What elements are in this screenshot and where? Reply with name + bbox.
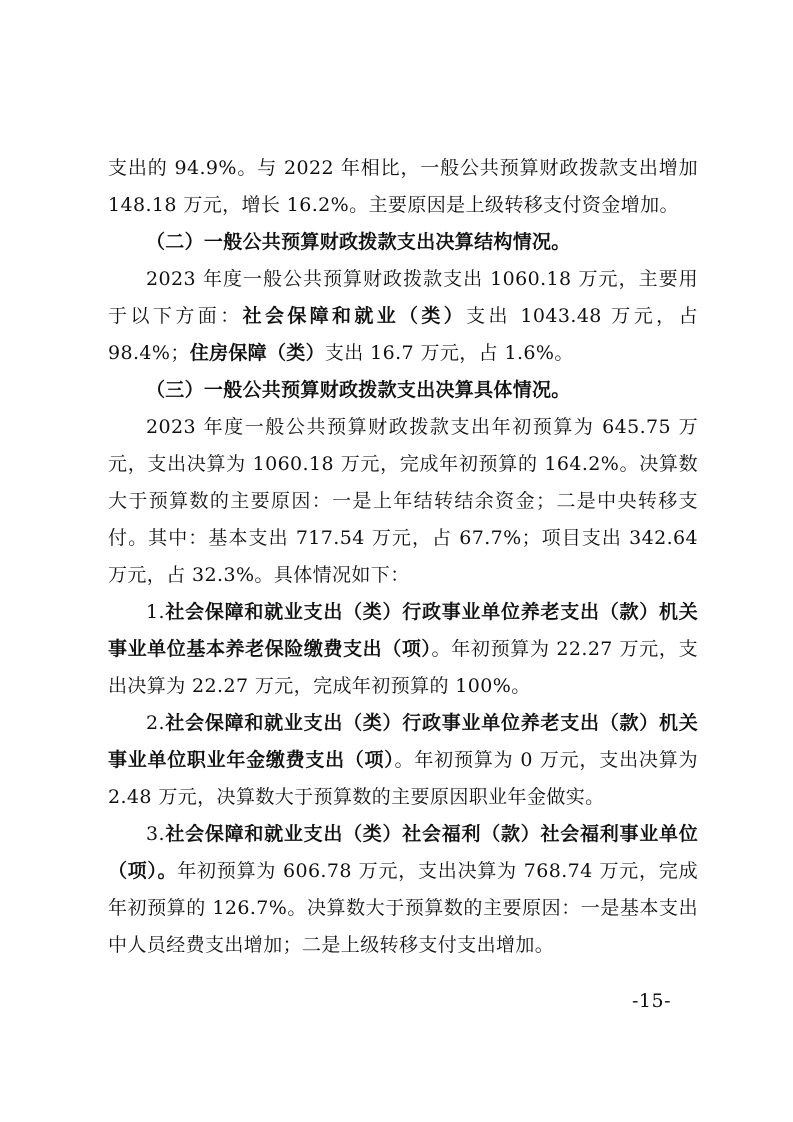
category-housing: 住房保障（类） <box>189 342 325 364</box>
item-number: 2. <box>146 712 165 734</box>
category-social-security: 社会保障和就业（类） <box>242 305 467 327</box>
list-item <box>108 816 698 964</box>
paragraph-details <box>108 409 698 594</box>
item-title: 社会保障和就业支出（类）行政事业单位养老支出（款）机关事业单位基本养老保险缴费支出（项） <box>108 601 698 660</box>
growth-text: 支出的 94.9%。与 2022 年相比，一般公共预算财政拨款支出增加 148.18 万元，增长 16.2%。主要原因是上级转移支付资金增加。 <box>108 157 698 216</box>
list-item <box>108 594 698 705</box>
structure-text-c: 支出 1043.48 万元，占 98.4%； <box>108 305 698 364</box>
paragraph-structure <box>108 261 698 372</box>
item-text: 。年初预算为 0 万元，支出决算为 2.48 万元，决算数大于预算数的主要原因职业年金做实。 <box>108 749 698 808</box>
details-text: 2023 年度一般公共预算财政拨款支出年初预算为 645.75 万元，支出决算为 1060.18 万元，完成年初预算的 164.2%。决算数大于预算数的主要原因：一是上年结转结余资金；二是中央转移支付。其中：基本支出 717.54 万元，占 67.7%；项目支出 342.64 万元，占 32.3%。具体情况如下： <box>108 416 698 586</box>
item-title: 社会保障和就业支出（类）行政事业单位养老支出（款）机关事业单位职业年金缴费支出（项） <box>108 712 698 771</box>
heading-structure-text: （二）一般公共预算财政拨款支出决算结构情况。 <box>146 231 571 253</box>
body-text <box>108 150 698 964</box>
item-number: 3. <box>146 823 165 845</box>
heading-structure <box>108 224 698 261</box>
structure-text-a: 2023 年度一般公共预算财政拨款支出 1060.18 万元，主要用于以下方面： <box>108 268 698 327</box>
page-number: -15- <box>632 990 672 1012</box>
item-text: 。年初预算为 22.27 万元，支出决算为 22.27 万元，完成年初预算的 100%。 <box>108 638 698 697</box>
paragraph-growth <box>108 150 698 224</box>
item-text: 年初预算为 606.78 万元，支出决算为 768.74 万元，完成年初预算的 126.7%。决算数大于预算数的主要原因：一是基本支出中人员经费支出增加；二是上级转移支付支出增加。 <box>108 860 698 956</box>
list-item <box>108 705 698 816</box>
heading-details-text: （三）一般公共预算财政拨款支出决算具体情况。 <box>146 379 571 401</box>
structure-text-d: 支出 16.7 万元，占 1.6%。 <box>324 342 574 364</box>
heading-details <box>108 372 698 409</box>
item-title: 社会保障和就业支出（类）社会福利（款）社会福利事业单位（项）。 <box>108 823 698 882</box>
item-number: 1. <box>146 601 165 623</box>
